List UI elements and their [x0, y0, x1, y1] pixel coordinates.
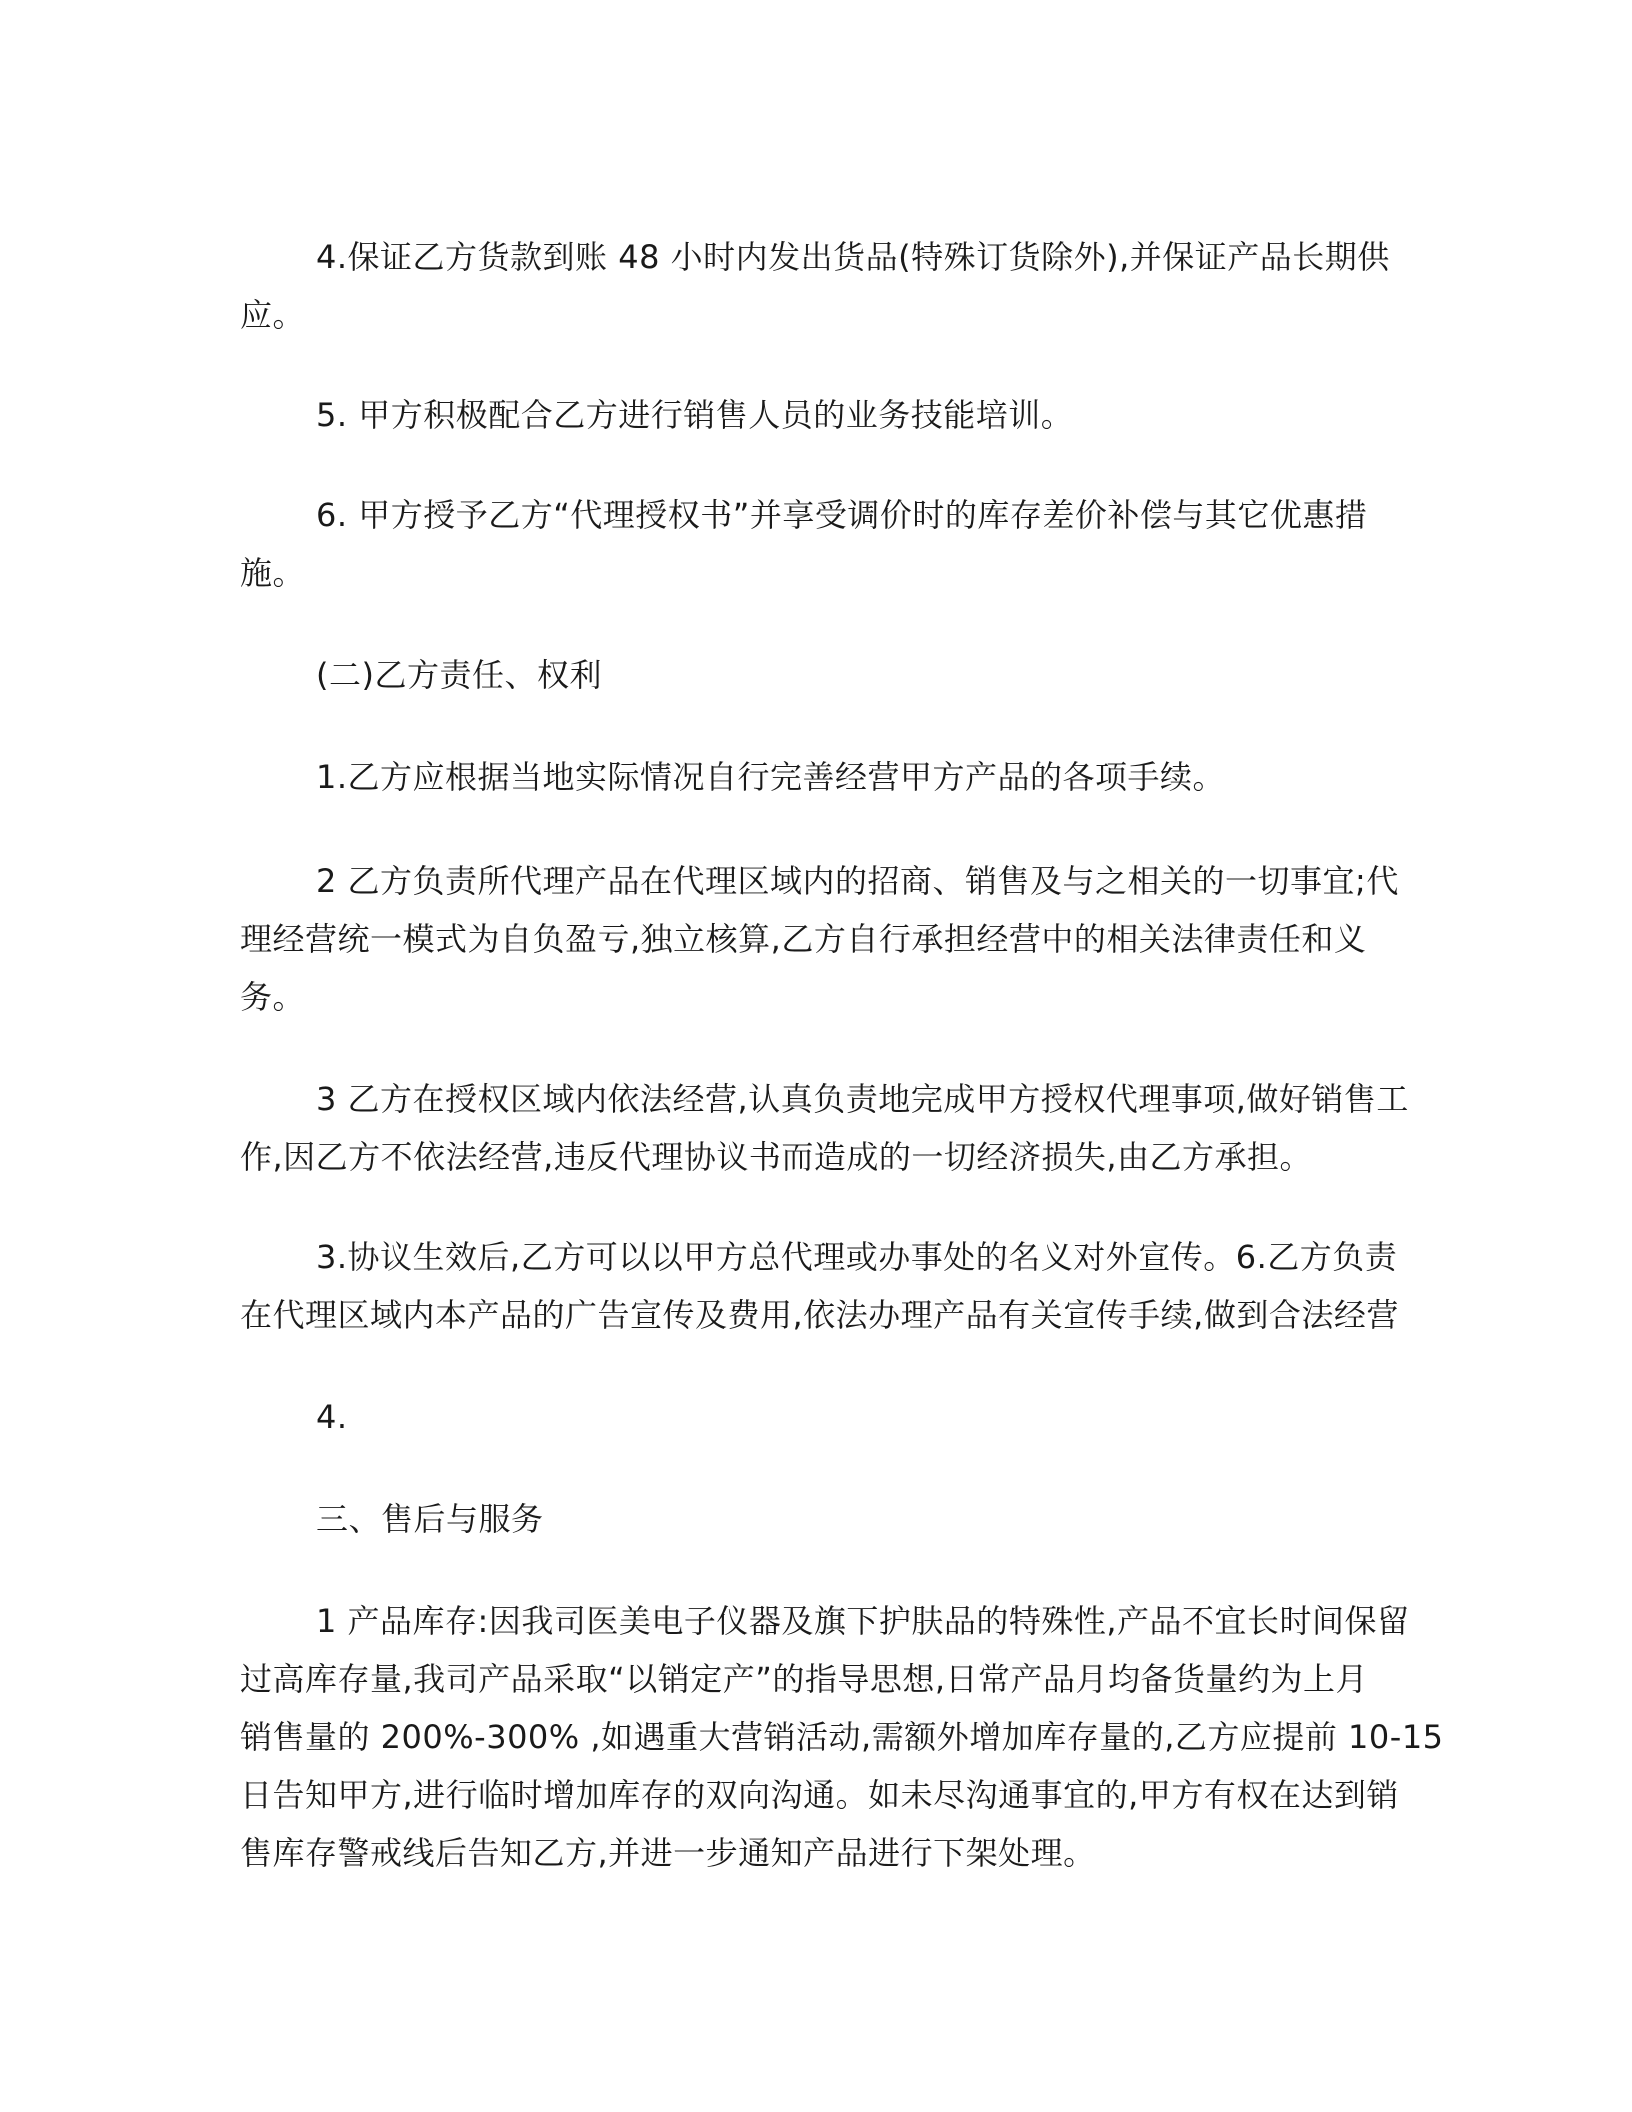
- paragraph-b-clause-1: [240, 748, 1380, 806]
- paragraph-b-clause-2: [240, 852, 1399, 1026]
- paragraph-c-clause-1: [240, 1592, 1444, 1882]
- paragraph-b-clause-3b: [240, 1228, 1399, 1344]
- paragraph-clause-6: [240, 486, 1380, 602]
- section-heading-after-sales: 三、售后与服务: [316, 1500, 544, 1538]
- text-line: 施。: [240, 554, 306, 592]
- text-line: 理经营统一模式为自负盈亏,独立核算,乙方自行承担经营中的相关法律责任和义: [240, 920, 1367, 958]
- text-line: 作,因乙方不依法经营,违反代理协议书而造成的一切经济损失,由乙方承担。: [240, 1138, 1313, 1176]
- text-line: 5. 甲方积极配合乙方进行销售人员的业务技能培训。: [316, 396, 1074, 434]
- text-line: 4.保证乙方货款到账 48 小时内发出货品(特殊订货除外),并保证产品长期供: [316, 238, 1390, 276]
- text-line: 在代理区域内本产品的广告宣传及费用,依法办理产品有关宣传手续,做到合法经营: [240, 1296, 1399, 1334]
- paragraph-b-clause-4: 4.: [316, 1398, 348, 1436]
- paragraph-clause-4: [240, 228, 1390, 344]
- text-line: 1.乙方应根据当地实际情况自行完善经营甲方产品的各项手续。: [316, 758, 1226, 796]
- text-line: 售库存警戒线后告知乙方,并进一步通知产品进行下架处理。: [240, 1834, 1096, 1872]
- text-line: 1 产品库存:因我司医美电子仪器及旗下护肤品的特殊性,产品不宜长时间保留: [316, 1602, 1410, 1640]
- text-line: 2 乙方负责所代理产品在代理区域内的招商、销售及与之相关的一切事宜;代: [316, 862, 1399, 900]
- text-line: 3.协议生效后,乙方可以以甲方总代理或办事处的名义对外宣传。6.乙方负责: [316, 1238, 1398, 1276]
- paragraph-clause-5: [240, 386, 1380, 444]
- section-heading-party-b-duties: (二)乙方责任、权利: [316, 656, 602, 694]
- text-line: 务。: [240, 978, 306, 1016]
- text-line: 销售量的 200%-300% ,如遇重大营销活动,需额外增加库存量的,乙方应提前 10-15: [240, 1718, 1444, 1756]
- paragraph-b-clause-3: [240, 1070, 1409, 1186]
- text-line: 3 乙方在授权区域内依法经营,认真负责地完成甲方授权代理事项,做好销售工: [316, 1080, 1409, 1118]
- text-line: 过高库存量,我司产品采取“以销定产”的指导思想,日常产品月均备货量约为上月: [240, 1660, 1369, 1698]
- text-line: 日告知甲方,进行临时增加库存的双向沟通。如未尽沟通事宜的,甲方有权在达到销: [240, 1776, 1399, 1814]
- text-line: 应。: [240, 296, 306, 334]
- text-line: 6. 甲方授予乙方“代理授权书”并享受调价时的库存差价补偿与其它优惠措: [316, 496, 1368, 534]
